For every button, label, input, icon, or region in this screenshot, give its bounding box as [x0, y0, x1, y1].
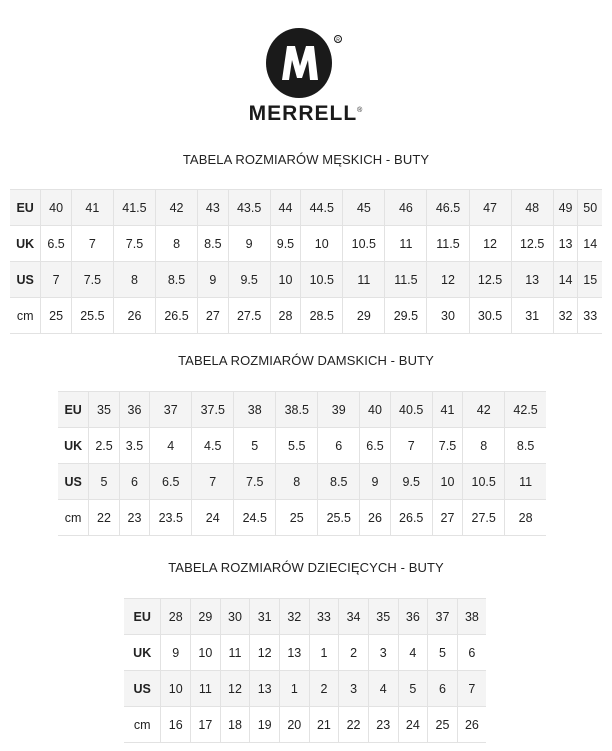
size-cell: 2: [339, 635, 369, 671]
size-cell: 24: [398, 707, 428, 743]
kids-size-table: [124, 598, 486, 743]
size-cell: 8.5: [156, 262, 198, 298]
size-cell: 6: [119, 464, 149, 500]
womens-size-table: [58, 391, 546, 536]
size-cell: 26: [457, 707, 486, 743]
size-cell: 9.5: [390, 464, 432, 500]
size-cell: 14: [553, 262, 578, 298]
size-cell: 43: [198, 190, 229, 226]
table-row-us: [124, 671, 486, 707]
size-cell: 11: [385, 226, 427, 262]
size-cell: 13: [279, 635, 309, 671]
row-label: EU: [58, 392, 89, 428]
size-cell: 28: [161, 599, 191, 635]
size-cell: 11: [220, 635, 250, 671]
size-cell: 6: [428, 671, 458, 707]
size-cell: 7: [192, 464, 234, 500]
size-cell: 15: [578, 262, 602, 298]
size-cell: 28: [505, 500, 546, 536]
size-cell: 19: [250, 707, 280, 743]
size-cell: 32: [553, 298, 578, 334]
size-cell: 8.5: [318, 464, 360, 500]
size-cell: 8: [113, 262, 155, 298]
size-cell: 5: [398, 671, 428, 707]
size-cell: 17: [191, 707, 221, 743]
size-cell: 23: [368, 707, 398, 743]
size-cell: 25: [41, 298, 72, 334]
size-cell: 6: [318, 428, 360, 464]
size-cell: 11: [505, 464, 546, 500]
size-cell: 6.5: [41, 226, 72, 262]
size-cell: 27: [432, 500, 462, 536]
size-cell: 4.5: [192, 428, 234, 464]
size-cell: 1: [309, 635, 339, 671]
size-cell: 5: [234, 428, 276, 464]
row-label: EU: [10, 190, 41, 226]
table-row-uk: [58, 428, 546, 464]
size-cell: 10: [301, 226, 343, 262]
table-row-eu: [10, 190, 602, 226]
row-label: US: [124, 671, 161, 707]
size-cell: 42: [156, 190, 198, 226]
size-cell: 3.5: [119, 428, 149, 464]
size-cell: 10: [161, 671, 191, 707]
size-cell: 36: [119, 392, 149, 428]
merrell-m-emblem-icon: [262, 26, 350, 100]
size-cell: 31: [250, 599, 280, 635]
size-cell: 10.5: [301, 262, 343, 298]
size-cell: 8.5: [505, 428, 546, 464]
table-row-uk: [124, 635, 486, 671]
size-cell: 31: [511, 298, 553, 334]
size-cell: 10: [270, 262, 301, 298]
size-cell: 46.5: [427, 190, 469, 226]
row-label: UK: [124, 635, 161, 671]
size-cell: 3: [339, 671, 369, 707]
row-label: UK: [58, 428, 89, 464]
size-cell: 2: [309, 671, 339, 707]
size-cell: 29.5: [385, 298, 427, 334]
row-label: cm: [124, 707, 161, 743]
size-cell: 23.5: [150, 500, 192, 536]
size-cell: 33: [578, 298, 602, 334]
size-cell: 7.5: [432, 428, 462, 464]
size-cell: 36: [398, 599, 428, 635]
size-cell: 7: [71, 226, 113, 262]
size-cell: 49: [553, 190, 578, 226]
size-cell: 27.5: [463, 500, 505, 536]
size-cell: 35: [89, 392, 119, 428]
size-cell: 3: [368, 635, 398, 671]
size-cell: 25.5: [71, 298, 113, 334]
size-cell: 6: [457, 635, 486, 671]
size-cell: 14: [578, 226, 602, 262]
size-cell: 34: [339, 599, 369, 635]
table-row-eu: [58, 392, 546, 428]
size-cell: 7.5: [113, 226, 155, 262]
size-cell: 8: [276, 464, 318, 500]
size-cell: 8: [156, 226, 198, 262]
size-cell: 50: [578, 190, 602, 226]
size-cell: 47: [469, 190, 511, 226]
size-cell: 12.5: [469, 262, 511, 298]
size-cell: 29: [191, 599, 221, 635]
size-cell: 6.5: [150, 464, 192, 500]
size-cell: 10: [432, 464, 462, 500]
size-cell: 22: [339, 707, 369, 743]
size-cell: 46: [385, 190, 427, 226]
size-cell: 7: [457, 671, 486, 707]
row-label: US: [58, 464, 89, 500]
size-cell: 40.5: [390, 392, 432, 428]
size-cell: 33: [309, 599, 339, 635]
size-cell: 44: [270, 190, 301, 226]
size-cell: 37: [150, 392, 192, 428]
size-cell: 37.5: [192, 392, 234, 428]
size-cell: 26.5: [156, 298, 198, 334]
size-cell: 11: [191, 671, 221, 707]
size-cell: 8: [463, 428, 505, 464]
size-cell: 25: [276, 500, 318, 536]
size-cell: 41: [71, 190, 113, 226]
kids-table-title: TABELA ROZMIARÓW DZIECIĘCYCH - BUTY: [168, 560, 444, 575]
size-cell: 26: [360, 500, 390, 536]
row-label: UK: [10, 226, 41, 262]
table-row-uk: [10, 226, 602, 262]
size-cell: 10.5: [463, 464, 505, 500]
size-cell: 16: [161, 707, 191, 743]
size-cell: 4: [368, 671, 398, 707]
size-cell: 20: [279, 707, 309, 743]
size-cell: 25: [428, 707, 458, 743]
size-cell: 13: [511, 262, 553, 298]
size-cell: 9.5: [228, 262, 270, 298]
row-label: EU: [124, 599, 161, 635]
womens-table-title: TABELA ROZMIARÓW DAMSKICH - BUTY: [178, 353, 434, 368]
size-cell: 37: [428, 599, 458, 635]
table-row-eu: [124, 599, 486, 635]
table-row-us: [58, 464, 546, 500]
size-cell: 12.5: [511, 226, 553, 262]
size-cell: 48: [511, 190, 553, 226]
size-cell: 12: [250, 635, 280, 671]
size-cell: 6.5: [360, 428, 390, 464]
size-cell: 21: [309, 707, 339, 743]
size-cell: 25.5: [318, 500, 360, 536]
table-row-us: [10, 262, 602, 298]
size-cell: 1: [279, 671, 309, 707]
size-cell: 28.5: [301, 298, 343, 334]
size-cell: 22: [89, 500, 119, 536]
size-cell: 35: [368, 599, 398, 635]
size-cell: 30: [427, 298, 469, 334]
svg-text:R: R: [336, 37, 340, 44]
size-cell: 11.5: [427, 226, 469, 262]
size-cell: 9: [161, 635, 191, 671]
size-cell: 26: [113, 298, 155, 334]
table-row-cm: [124, 707, 486, 743]
size-cell: 38: [457, 599, 486, 635]
size-cell: 32: [279, 599, 309, 635]
size-cell: 40: [360, 392, 390, 428]
size-cell: 39: [318, 392, 360, 428]
size-cell: 44.5: [301, 190, 343, 226]
merrell-logo: [0, 26, 612, 126]
size-cell: 38: [234, 392, 276, 428]
mens-table-title: TABELA ROZMIARÓW MĘSKICH - BUTY: [182, 152, 430, 167]
size-cell: 30.5: [469, 298, 511, 334]
size-cell: 26.5: [390, 500, 432, 536]
size-cell: 30: [220, 599, 250, 635]
size-cell: 9: [360, 464, 390, 500]
size-cell: 41.5: [113, 190, 155, 226]
size-cell: 4: [398, 635, 428, 671]
size-cell: 27.5: [228, 298, 270, 334]
size-cell: 42: [463, 392, 505, 428]
size-cell: 11: [343, 262, 385, 298]
size-cell: 10: [191, 635, 221, 671]
size-cell: 42.5: [505, 392, 546, 428]
size-cell: 27: [198, 298, 229, 334]
brand-wordmark: MERRELL®: [248, 102, 364, 125]
size-cell: 12: [220, 671, 250, 707]
size-cell: 2.5: [89, 428, 119, 464]
size-cell: 13: [553, 226, 578, 262]
size-cell: 4: [150, 428, 192, 464]
size-cell: 13: [250, 671, 280, 707]
size-cell: 29: [343, 298, 385, 334]
row-label: cm: [58, 500, 89, 536]
mens-size-table: [10, 189, 602, 334]
size-cell: 38.5: [276, 392, 318, 428]
size-cell: 23: [119, 500, 149, 536]
table-row-cm: [58, 500, 546, 536]
size-cell: 18: [220, 707, 250, 743]
size-cell: 7: [390, 428, 432, 464]
row-label: US: [10, 262, 41, 298]
size-cell: 24: [192, 500, 234, 536]
size-cell: 8.5: [198, 226, 229, 262]
size-cell: 12: [427, 262, 469, 298]
size-cell: 45: [343, 190, 385, 226]
size-cell: 41: [432, 392, 462, 428]
size-cell: 12: [469, 226, 511, 262]
size-cell: 5: [428, 635, 458, 671]
size-cell: 5: [89, 464, 119, 500]
size-cell: 9: [198, 262, 229, 298]
size-cell: 28: [270, 298, 301, 334]
size-cell: 7.5: [234, 464, 276, 500]
size-cell: 40: [41, 190, 72, 226]
table-row-cm: [10, 298, 602, 334]
size-cell: 7.5: [71, 262, 113, 298]
size-cell: 7: [41, 262, 72, 298]
size-cell: 9: [228, 226, 270, 262]
size-cell: 9.5: [270, 226, 301, 262]
row-label: cm: [10, 298, 41, 334]
size-cell: 24.5: [234, 500, 276, 536]
size-cell: 10.5: [343, 226, 385, 262]
size-cell: 5.5: [276, 428, 318, 464]
size-cell: 11.5: [385, 262, 427, 298]
size-cell: 43.5: [228, 190, 270, 226]
